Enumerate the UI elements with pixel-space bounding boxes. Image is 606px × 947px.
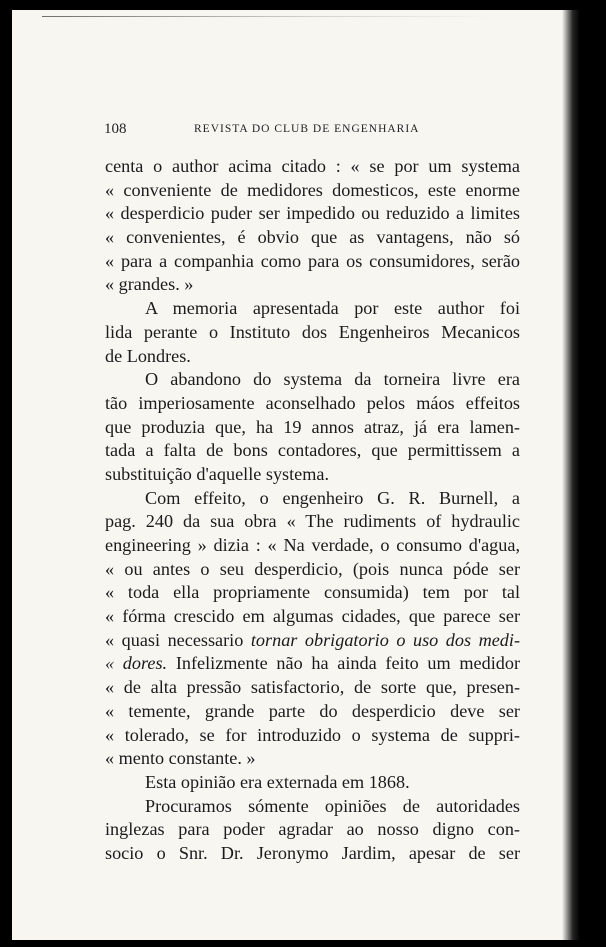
page-header [104, 121, 514, 141]
text-line: « temente, grande parte do desperdicio deve ser [105, 700, 520, 721]
text-line: engineering » dizia : « Na verdade, o consumo d'agua, [105, 535, 520, 555]
text-segment: Infelizmente não ha ainda feito um medidor [167, 653, 521, 674]
text-line [105, 652, 520, 676]
text-line: « para a companhia como para os consumidores, serão [105, 250, 520, 271]
running-title: REVISTA DO CLUB DE ENGENHARIA [194, 123, 420, 135]
text-line: substituição d'aquelle systema. [105, 463, 330, 484]
text-line: de Londres. [105, 345, 191, 366]
scanned-page [12, 10, 580, 940]
text-line: Procuramos sómente opiniões de autoridades [145, 795, 520, 816]
text-line: O abandono do systema da torneira livre era [145, 369, 520, 390]
italic-segment: « dores. [105, 653, 168, 674]
text-line: Com effeito, o engenheiro G. R. Burnell, a [145, 487, 520, 508]
scan-edge-shadow [562, 10, 580, 940]
text-line: socio o Snr. Dr. Jeronymo Jardim, apesar de ser [105, 842, 520, 863]
text-line: « desperdicio puder ser impedido ou reduzido a limites [105, 203, 520, 224]
italic-segment: tornar obrigatorio o uso dos medi- [250, 629, 521, 650]
text-line: que produzia que, ha 19 annos atraz, já era lamen- [105, 416, 520, 437]
text-segment: « quasi necessario [105, 629, 251, 650]
text-line: tão imperiosamente aconselhado pelos máos effeitos [105, 392, 520, 413]
top-rule [42, 16, 492, 17]
text-line: « tolerado, se for introduzido o systema de suppri- [105, 724, 520, 745]
text-line: « grandes. » [105, 274, 194, 295]
text-line [105, 629, 520, 653]
text-line: « conveniente de medidores domesticos, este enorme [105, 179, 520, 200]
text-line: « convenientes, é obvio que as vantagens, não só [105, 227, 520, 248]
body-text [105, 155, 520, 866]
text-line: centa o author acima citado : « se por um systema [105, 156, 520, 176]
text-line: « de alta pressão satisfactorio, de sorte que, presen- [105, 677, 520, 698]
text-line: Esta opinião era externada em 1868. [145, 771, 410, 792]
text-line: lida perante o Instituto dos Engenheiros Mecanicos [105, 321, 520, 342]
text-line: A memoria apresentada por este author foi [145, 298, 520, 319]
text-line: « ou antes o seu desperdicio, (pois nunca póde ser [105, 558, 520, 579]
text-line: tada a falta de bons contadores, que permittissem a [105, 440, 520, 461]
text-line: « fórma crescido em algumas cidades, que parece ser [105, 606, 520, 627]
page-number: 108 [104, 121, 127, 137]
text-line: « mento constante. » [105, 748, 256, 769]
text-line: « toda ella propriamente consumida) tem por tal [105, 582, 520, 603]
text-line: pag. 240 da sua obra « The rudiments of hydraulic [105, 511, 520, 532]
text-line: inglezas para poder agradar ao nosso digno con- [105, 819, 520, 840]
